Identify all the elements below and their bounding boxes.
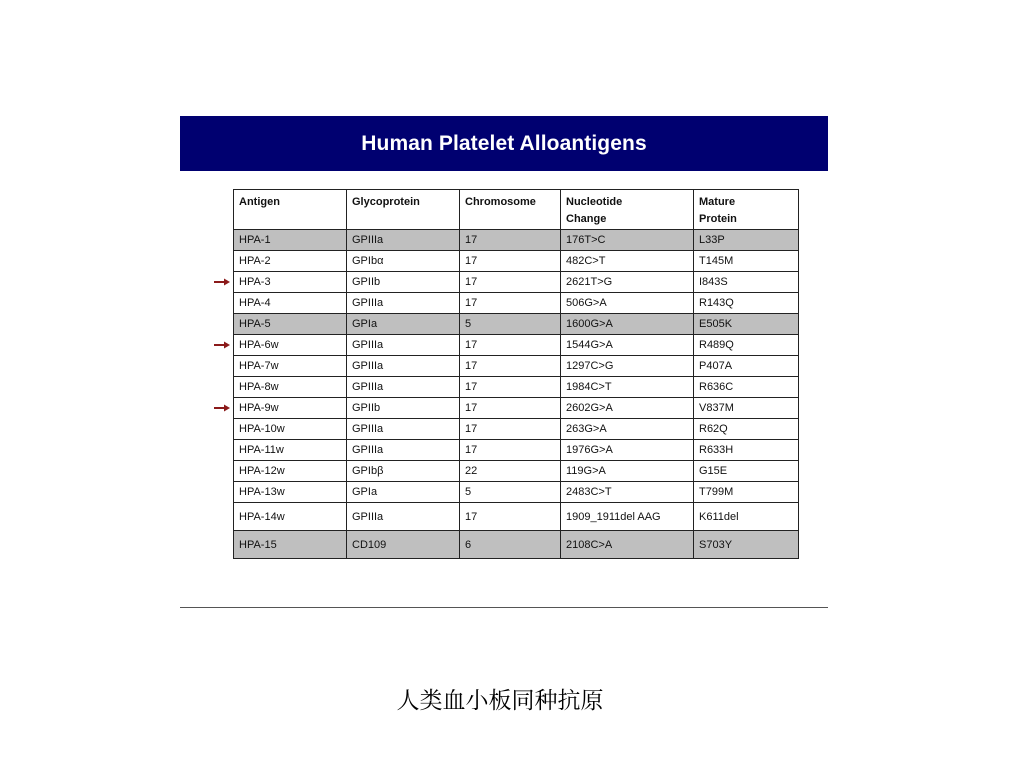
cell-nucleotide: 1976G>A — [561, 440, 694, 461]
cell-antigen: HPA-2 — [234, 251, 347, 272]
table-row — [234, 440, 799, 461]
table-row — [234, 251, 799, 272]
cell-chromosome: 17 — [460, 230, 561, 251]
table-row — [234, 293, 799, 314]
cell-chromosome: 17 — [460, 356, 561, 377]
cell-protein: R489Q — [694, 335, 799, 356]
cell-nucleotide: 1600G>A — [561, 314, 694, 335]
cell-nucleotide: 2108C>A — [561, 531, 694, 559]
cell-nucleotide: 119G>A — [561, 461, 694, 482]
cell-antigen: HPA-4 — [234, 293, 347, 314]
cell-protein: G15E — [694, 461, 799, 482]
cell-nucleotide: 506G>A — [561, 293, 694, 314]
column-header-nucleotide-change — [561, 190, 694, 230]
nucleotide-header-line2: Change — [566, 213, 607, 225]
cell-protein: E505K — [694, 314, 799, 335]
cell-nucleotide: 1984C>T — [561, 377, 694, 398]
cell-chromosome: 17 — [460, 440, 561, 461]
cell-antigen: HPA-11w — [234, 440, 347, 461]
cell-protein: T799M — [694, 482, 799, 503]
column-header-chromosome: Chromosome — [460, 190, 561, 230]
cell-glycoprotein: GPIIIa — [347, 356, 460, 377]
cell-chromosome: 17 — [460, 251, 561, 272]
cell-antigen: HPA-9w — [234, 398, 347, 419]
table-row — [234, 503, 799, 531]
table-row — [234, 398, 799, 419]
cell-nucleotide: 2621T>G — [561, 272, 694, 293]
header-row — [234, 190, 799, 230]
cell-glycoprotein: GPIa — [347, 482, 460, 503]
cell-antigen: HPA-14w — [234, 503, 347, 531]
cell-chromosome: 17 — [460, 272, 561, 293]
cell-protein: V837M — [694, 398, 799, 419]
table-row — [234, 356, 799, 377]
table-row — [234, 531, 799, 559]
column-header-antigen: Antigen — [234, 190, 347, 230]
cell-glycoprotein: GPIa — [347, 314, 460, 335]
cell-protein: S703Y — [694, 531, 799, 559]
cell-glycoprotein: GPIIIa — [347, 335, 460, 356]
cell-protein: R62Q — [694, 419, 799, 440]
column-header-glycoprotein: Glycoprotein — [347, 190, 460, 230]
cell-protein: R636C — [694, 377, 799, 398]
cell-protein: L33P — [694, 230, 799, 251]
cell-protein: T145M — [694, 251, 799, 272]
nucleotide-header-line1: Nucleotide — [566, 196, 623, 208]
table-row — [234, 335, 799, 356]
cell-antigen: HPA-12w — [234, 461, 347, 482]
cell-nucleotide: 1297C>G — [561, 356, 694, 377]
cell-glycoprotein: GPIIIa — [347, 503, 460, 531]
cell-glycoprotein: GPIIIa — [347, 230, 460, 251]
cell-protein: K611del — [694, 503, 799, 531]
protein-header-line2: Protein — [699, 213, 737, 225]
cell-glycoprotein: CD109 — [347, 531, 460, 559]
caption: 人类血小板同种抗原 — [396, 688, 604, 714]
cell-nucleotide: 2602G>A — [561, 398, 694, 419]
cell-nucleotide: 1544G>A — [561, 335, 694, 356]
cell-chromosome: 5 — [460, 482, 561, 503]
page-title: Human Platelet Alloantigens — [361, 131, 647, 155]
cell-chromosome: 17 — [460, 419, 561, 440]
cell-antigen: HPA-8w — [234, 377, 347, 398]
divider-line — [180, 607, 828, 608]
cell-chromosome: 6 — [460, 531, 561, 559]
antigen-table — [233, 189, 799, 559]
table-row — [234, 419, 799, 440]
cell-nucleotide: 176T>C — [561, 230, 694, 251]
cell-nucleotide: 263G>A — [561, 419, 694, 440]
column-header-mature-protein — [694, 190, 799, 230]
right-arrow-icon — [214, 403, 230, 413]
cell-antigen: HPA-6w — [234, 335, 347, 356]
table-body — [234, 230, 799, 559]
protein-header-line1: Mature — [699, 196, 736, 208]
cell-glycoprotein: GPIIIa — [347, 440, 460, 461]
cell-nucleotide: 482C>T — [561, 251, 694, 272]
table-row — [234, 230, 799, 251]
cell-glycoprotein: GPIIb — [347, 272, 460, 293]
cell-antigen: HPA-10w — [234, 419, 347, 440]
cell-chromosome: 22 — [460, 461, 561, 482]
cell-glycoprotein: GPIbα — [347, 251, 460, 272]
table-row — [234, 461, 799, 482]
cell-protein: R143Q — [694, 293, 799, 314]
cell-antigen: HPA-13w — [234, 482, 347, 503]
cell-glycoprotein: GPIIIa — [347, 377, 460, 398]
cell-glycoprotein: GPIIb — [347, 398, 460, 419]
cell-chromosome: 5 — [460, 314, 561, 335]
cell-chromosome: 17 — [460, 503, 561, 531]
right-arrow-icon — [214, 340, 230, 350]
cell-chromosome: 17 — [460, 293, 561, 314]
title-bar — [180, 116, 828, 171]
cell-protein: R633H — [694, 440, 799, 461]
table-header — [234, 190, 799, 230]
cell-chromosome: 17 — [460, 335, 561, 356]
cell-antigen: HPA-15 — [234, 531, 347, 559]
cell-antigen: HPA-1 — [234, 230, 347, 251]
table-row — [234, 314, 799, 335]
table-row — [234, 377, 799, 398]
cell-protein: P407A — [694, 356, 799, 377]
cell-protein: I843S — [694, 272, 799, 293]
cell-antigen: HPA-7w — [234, 356, 347, 377]
cell-glycoprotein: GPIbβ — [347, 461, 460, 482]
cell-chromosome: 17 — [460, 398, 561, 419]
table-row — [234, 272, 799, 293]
cell-glycoprotein: GPIIIa — [347, 419, 460, 440]
cell-nucleotide: 1909_1911del AAG — [561, 503, 694, 531]
cell-glycoprotein: GPIIIa — [347, 293, 460, 314]
cell-antigen: HPA-3 — [234, 272, 347, 293]
cell-chromosome: 17 — [460, 377, 561, 398]
cell-nucleotide: 2483C>T — [561, 482, 694, 503]
cell-antigen: HPA-5 — [234, 314, 347, 335]
table-row — [234, 482, 799, 503]
right-arrow-icon — [214, 277, 230, 287]
